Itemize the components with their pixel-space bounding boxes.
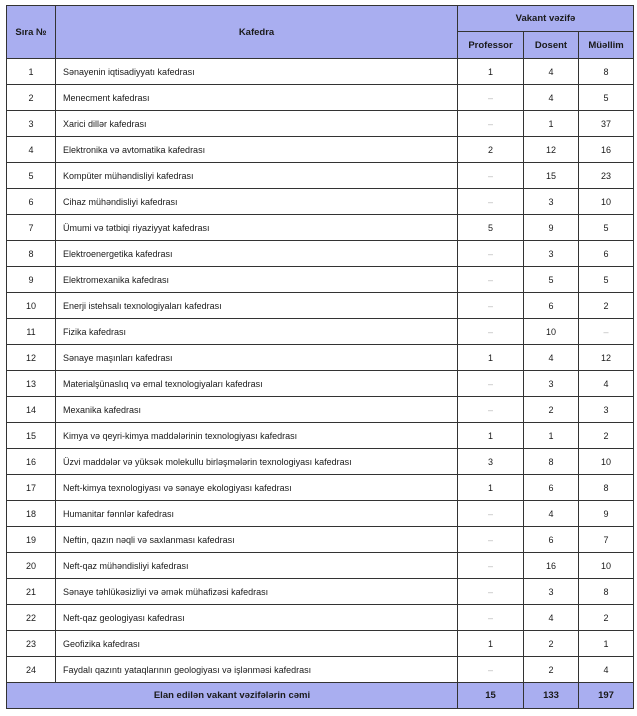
professor-count-cell: 2 [458, 137, 524, 163]
row-number-cell: 20 [7, 553, 56, 579]
department-name-cell: Xarici dillər kafedrası [56, 111, 458, 137]
table-row [7, 319, 634, 345]
professor-count-cell: – [458, 605, 524, 631]
department-name-cell: Sənayenin iqtisadiyyatı kafedrası [56, 59, 458, 85]
row-number-cell: 16 [7, 449, 56, 475]
row-number-cell: 8 [7, 241, 56, 267]
dosent-count-cell: 4 [524, 345, 579, 371]
header-vacant-position: Vakant vəzifə [458, 6, 634, 32]
department-name-cell: Neft-qaz mühəndisliyi kafedrası [56, 553, 458, 579]
professor-count-cell: 1 [458, 475, 524, 501]
total-label: Elan edilən vakant vəzifələrin cəmi [7, 683, 458, 709]
muellim-count-cell: 2 [579, 293, 634, 319]
dosent-count-cell: 5 [524, 267, 579, 293]
row-number-cell: 9 [7, 267, 56, 293]
department-name-cell: Elektroenergetika kafedrası [56, 241, 458, 267]
row-number-cell: 14 [7, 397, 56, 423]
row-number-cell: 24 [7, 657, 56, 683]
department-name-cell: Neft-kimya texnologiyası və sənaye ekologiyası kafedrası [56, 475, 458, 501]
table-body [7, 59, 634, 683]
professor-count-cell: – [458, 553, 524, 579]
row-number-cell: 1 [7, 59, 56, 85]
row-number-cell: 6 [7, 189, 56, 215]
dosent-count-cell: 3 [524, 189, 579, 215]
table-row [7, 371, 634, 397]
table-row [7, 59, 634, 85]
table-row [7, 215, 634, 241]
row-number-cell: 18 [7, 501, 56, 527]
table-row [7, 579, 634, 605]
table-row [7, 345, 634, 371]
table-row [7, 397, 634, 423]
department-name-cell: Elektronika və avtomatika kafedrası [56, 137, 458, 163]
row-number-cell: 21 [7, 579, 56, 605]
muellim-count-cell: 1 [579, 631, 634, 657]
table-row [7, 111, 634, 137]
row-number-cell: 2 [7, 85, 56, 111]
professor-count-cell: – [458, 163, 524, 189]
row-number-cell: 3 [7, 111, 56, 137]
row-number-cell: 17 [7, 475, 56, 501]
total-row [7, 683, 634, 709]
header-row-number: Sıra № [7, 6, 56, 59]
dosent-count-cell: 12 [524, 137, 579, 163]
table-row [7, 267, 634, 293]
header-department: Kafedra [56, 6, 458, 59]
dosent-count-cell: 4 [524, 85, 579, 111]
muellim-count-cell: 37 [579, 111, 634, 137]
dosent-count-cell: 8 [524, 449, 579, 475]
dosent-count-cell: 4 [524, 501, 579, 527]
row-number-cell: 22 [7, 605, 56, 631]
dosent-count-cell: 10 [524, 319, 579, 345]
muellim-count-cell: – [579, 319, 634, 345]
muellim-count-cell: 10 [579, 189, 634, 215]
row-number-cell: 4 [7, 137, 56, 163]
dosent-count-cell: 2 [524, 397, 579, 423]
vacancy-table [6, 5, 634, 709]
muellim-count-cell: 9 [579, 501, 634, 527]
dosent-count-cell: 6 [524, 293, 579, 319]
table-row [7, 475, 634, 501]
professor-count-cell: 1 [458, 631, 524, 657]
total-dosent: 133 [524, 683, 579, 709]
row-number-cell: 11 [7, 319, 56, 345]
muellim-count-cell: 5 [579, 215, 634, 241]
dosent-count-cell: 1 [524, 111, 579, 137]
muellim-count-cell: 16 [579, 137, 634, 163]
row-number-cell: 5 [7, 163, 56, 189]
table-row [7, 189, 634, 215]
dosent-count-cell: 2 [524, 657, 579, 683]
professor-count-cell: – [458, 111, 524, 137]
professor-count-cell: 1 [458, 59, 524, 85]
professor-count-cell: 3 [458, 449, 524, 475]
professor-count-cell: – [458, 657, 524, 683]
table-row [7, 241, 634, 267]
professor-count-cell: – [458, 397, 524, 423]
table-row [7, 527, 634, 553]
dosent-count-cell: 3 [524, 241, 579, 267]
professor-count-cell: 1 [458, 345, 524, 371]
department-name-cell: Kimya və qeyri-kimya maddələrinin texnologiyası kafedrası [56, 423, 458, 449]
department-name-cell: Fizika kafedrası [56, 319, 458, 345]
muellim-count-cell: 23 [579, 163, 634, 189]
department-name-cell: Sənaye təhlükəsizliyi və əmək mühafizəsi kafedrası [56, 579, 458, 605]
department-name-cell: Neft-qaz geologiyası kafedrası [56, 605, 458, 631]
muellim-count-cell: 2 [579, 605, 634, 631]
professor-count-cell: – [458, 371, 524, 397]
department-name-cell: Menecment kafedrası [56, 85, 458, 111]
department-name-cell: Enerji istehsalı texnologiyaları kafedrası [56, 293, 458, 319]
department-name-cell: Mexanika kafedrası [56, 397, 458, 423]
vacancy-table-container [6, 5, 634, 709]
row-number-cell: 13 [7, 371, 56, 397]
table-row [7, 137, 634, 163]
dosent-count-cell: 3 [524, 371, 579, 397]
muellim-count-cell: 10 [579, 449, 634, 475]
professor-count-cell: – [458, 293, 524, 319]
dosent-count-cell: 2 [524, 631, 579, 657]
row-number-cell: 10 [7, 293, 56, 319]
table-row [7, 85, 634, 111]
table-row [7, 501, 634, 527]
professor-count-cell: – [458, 241, 524, 267]
dosent-count-cell: 3 [524, 579, 579, 605]
dosent-count-cell: 6 [524, 475, 579, 501]
professor-count-cell: 5 [458, 215, 524, 241]
muellim-count-cell: 5 [579, 85, 634, 111]
row-number-cell: 15 [7, 423, 56, 449]
row-number-cell: 12 [7, 345, 56, 371]
professor-count-cell: – [458, 501, 524, 527]
muellim-count-cell: 5 [579, 267, 634, 293]
professor-count-cell: – [458, 189, 524, 215]
muellim-count-cell: 8 [579, 475, 634, 501]
muellim-count-cell: 2 [579, 423, 634, 449]
table-row [7, 423, 634, 449]
dosent-count-cell: 4 [524, 605, 579, 631]
department-name-cell: Humanitar fənnlər kafedrası [56, 501, 458, 527]
dosent-count-cell: 9 [524, 215, 579, 241]
dosent-count-cell: 16 [524, 553, 579, 579]
total-muellim: 197 [579, 683, 634, 709]
department-name-cell: Elektromexanika kafedrası [56, 267, 458, 293]
department-name-cell: Ümumi və tətbiqi riyaziyyat kafedrası [56, 215, 458, 241]
dosent-count-cell: 6 [524, 527, 579, 553]
department-name-cell: Cihaz mühəndisliyi kafedrası [56, 189, 458, 215]
department-name-cell: Kompüter mühəndisliyi kafedrası [56, 163, 458, 189]
department-name-cell: Sənaye maşınları kafedrası [56, 345, 458, 371]
dosent-count-cell: 15 [524, 163, 579, 189]
muellim-count-cell: 8 [579, 579, 634, 605]
muellim-count-cell: 7 [579, 527, 634, 553]
table-row [7, 657, 634, 683]
muellim-count-cell: 10 [579, 553, 634, 579]
row-number-cell: 19 [7, 527, 56, 553]
table-row [7, 605, 634, 631]
muellim-count-cell: 4 [579, 657, 634, 683]
department-name-cell: Üzvi maddələr və yüksək molekullu birləşmələrin texnologiyası kafedrası [56, 449, 458, 475]
professor-count-cell: – [458, 267, 524, 293]
muellim-count-cell: 12 [579, 345, 634, 371]
row-number-cell: 7 [7, 215, 56, 241]
muellim-count-cell: 6 [579, 241, 634, 267]
table-row [7, 553, 634, 579]
table-row [7, 449, 634, 475]
table-row [7, 163, 634, 189]
dosent-count-cell: 4 [524, 59, 579, 85]
department-name-cell: Faydalı qazıntı yataqlarının geologiyası və işlənməsi kafedrası [56, 657, 458, 683]
header-dosent: Dosent [524, 32, 579, 59]
professor-count-cell: 1 [458, 423, 524, 449]
department-name-cell: Materialşünaslıq və emal texnologiyaları kafedrası [56, 371, 458, 397]
professor-count-cell: – [458, 579, 524, 605]
header-professor: Professor [458, 32, 524, 59]
professor-count-cell: – [458, 319, 524, 345]
professor-count-cell: – [458, 527, 524, 553]
header-muellim: Müəllim [579, 32, 634, 59]
row-number-cell: 23 [7, 631, 56, 657]
muellim-count-cell: 4 [579, 371, 634, 397]
table-row [7, 293, 634, 319]
total-professor: 15 [458, 683, 524, 709]
table-row [7, 631, 634, 657]
department-name-cell: Neftin, qazın nəqli və saxlanması kafedrası [56, 527, 458, 553]
department-name-cell: Geofizika kafedrası [56, 631, 458, 657]
dosent-count-cell: 1 [524, 423, 579, 449]
muellim-count-cell: 3 [579, 397, 634, 423]
muellim-count-cell: 8 [579, 59, 634, 85]
professor-count-cell: – [458, 85, 524, 111]
